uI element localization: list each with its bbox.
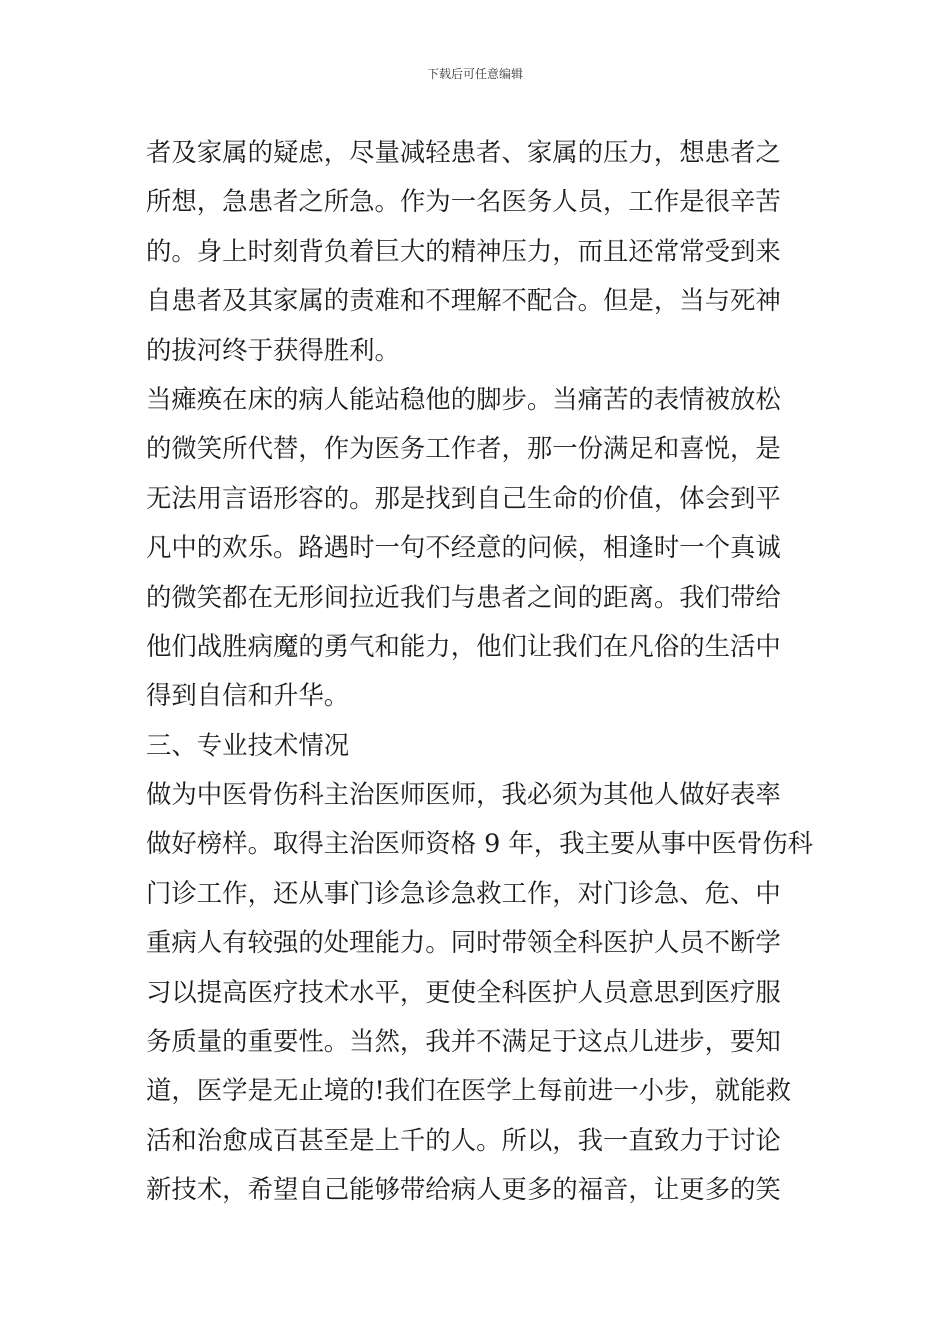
text-line: 的。身上时刻背负着巨大的精神压力，而且还常常受到来 bbox=[146, 235, 781, 266]
document-body bbox=[146, 128, 814, 1215]
text-line: 无法用言语形容的。那是找到自己生命的价值，体会到平 bbox=[146, 482, 781, 513]
text-line: 门诊工作，还从事门诊急诊急救工作，对门诊急、危、中 bbox=[146, 877, 781, 908]
text-line: 凡中的欢乐。路遇时一句不经意的问候，相逢时一个真诚 bbox=[146, 532, 781, 563]
text-line: 自患者及其家属的责难和不理解不配合。但是，当与死神 bbox=[146, 285, 781, 316]
text-line: 得到自信和升华。 bbox=[146, 680, 350, 711]
text-line: 的拔河终于获得胜利。 bbox=[146, 334, 400, 365]
text-line: 所想，急患者之所急。作为一名医务人员，工作是很辛苦 bbox=[146, 186, 781, 217]
text-line: 者及家属的疑虑，尽量减轻患者、家属的压力，想患者之 bbox=[146, 137, 781, 167]
text-line: 的微笑所代替，作为医务工作者，那一份满足和喜悦，是 bbox=[146, 433, 781, 464]
text-line: 活和治愈成百甚至是上千的人。所以，我一直致力于讨论 bbox=[146, 1124, 781, 1155]
text-line: 做为中医骨伤科主治医师医师，我必须为其他人做好表率 bbox=[146, 779, 781, 810]
text-line: 新技术，希望自己能够带给病人更多的福音，让更多的笑 bbox=[146, 1174, 781, 1205]
text-line: 道，医学是无止境的!我们在医学上每前进一小步，就能救 bbox=[146, 1075, 791, 1106]
section-heading: 三、专业技术情况 bbox=[146, 729, 350, 760]
text-line: 重病人有较强的处理能力。同时带领全科医护人员不断学 bbox=[146, 927, 781, 958]
text-line: 的微笑都在无形间拉近我们与患者之间的距离。我们带给 bbox=[146, 581, 781, 612]
text-line: 务质量的重要性。当然，我并不满足于这点儿进步，要知 bbox=[146, 1026, 781, 1057]
text-line: 做好榜样。取得主治医师资格 9 年，我主要从事中医骨伤科 bbox=[146, 828, 814, 859]
text-line: 他们战胜病魔的勇气和能力，他们让我们在凡俗的生活中 bbox=[146, 630, 781, 661]
text-line: 习以提高医疗技术水平，更使全科医护人员意思到医疗服 bbox=[146, 976, 781, 1007]
page-header: 下载后可任意编辑 bbox=[426, 67, 523, 81]
text-line: 当瘫痪在床的病人能站稳他的脚步。当痛苦的表情被放松 bbox=[146, 383, 781, 414]
